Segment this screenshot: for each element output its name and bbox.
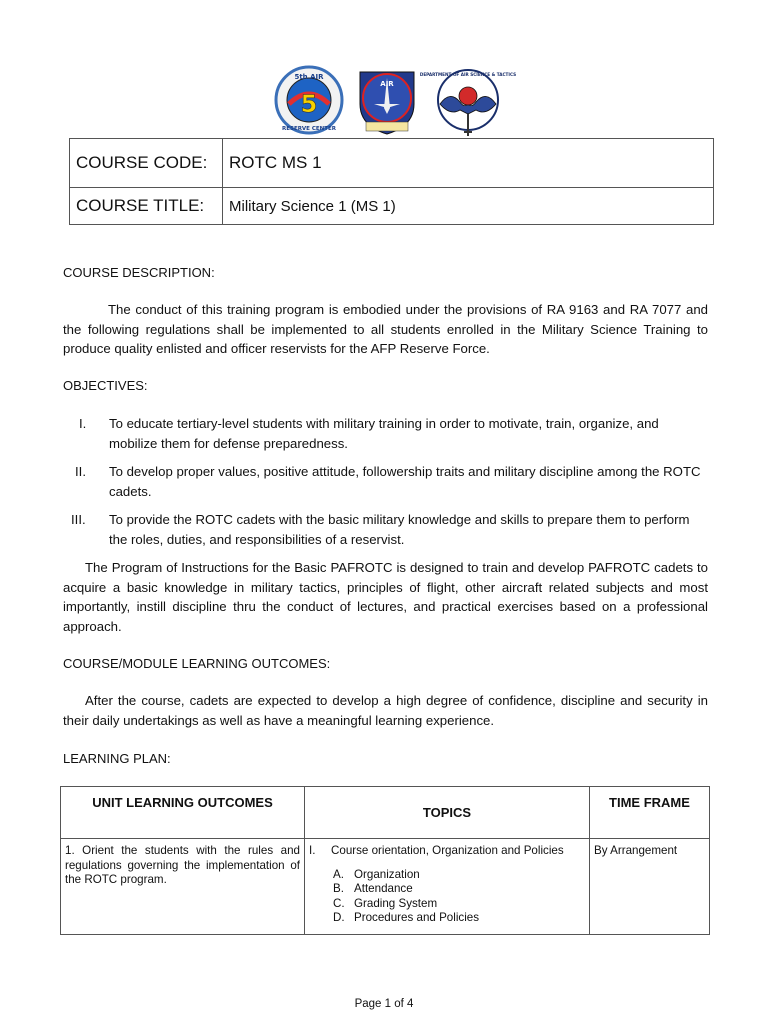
program-description-text: The Program of Instructions for the Basic PAFROTC is designed to train and develop PAFROTC cadets to acquire a basic knowledge in military tactics, principles of flight, other aircraft related subjects and most importantly, instill discipline thru the conduct of lectures, and practical exercises based on a professional approach. bbox=[63, 560, 708, 634]
header-topics: TOPICS bbox=[305, 787, 590, 839]
table-header-row bbox=[61, 787, 710, 839]
svg-text:5: 5 bbox=[300, 90, 318, 118]
course-info-table bbox=[69, 138, 714, 225]
objective-number: I. bbox=[79, 416, 87, 431]
unit-outcome-cell: 1. Orient the students with the rules and regulations governing the implementation of the ROTC program. bbox=[61, 839, 305, 935]
air-reserve-center-logo bbox=[274, 64, 344, 136]
course-code-label: COURSE CODE: bbox=[70, 139, 223, 188]
objective-number: III. bbox=[71, 512, 86, 527]
course-code-row bbox=[70, 139, 714, 188]
list-item: B. Attendance bbox=[333, 882, 413, 895]
air-reserve-command-logo bbox=[352, 64, 422, 136]
topic-main bbox=[309, 844, 585, 859]
air-science-tactics-logo bbox=[419, 64, 517, 140]
header-unit-learning-outcomes: UNIT LEARNING OUTCOMES bbox=[61, 787, 305, 839]
list-item: A. Organization bbox=[333, 867, 420, 881]
course-title-label: COURSE TITLE: bbox=[70, 188, 223, 225]
course-title-value: Military Science 1 (MS 1) bbox=[223, 188, 714, 225]
learning-plan-table bbox=[60, 786, 710, 935]
svg-text:AIR: AIR bbox=[380, 80, 394, 88]
logo-strip bbox=[270, 64, 517, 140]
course-description-text: The conduct of this training program is embodied under the provisions of RA 9163 and RA 7077 and the following regulations shall be implemented to all students enrolled in the Military Science Training to produce quality enlisted and officer reservists for the AFP Reserve Force. bbox=[63, 302, 708, 356]
svg-text:RESERVE CENTER: RESERVE CENTER bbox=[281, 126, 337, 132]
topic-title: Course orientation, Organization and Policies bbox=[331, 844, 564, 857]
course-description-heading: COURSE DESCRIPTION: bbox=[63, 265, 215, 280]
page-number: Page 1 of 4 bbox=[354, 998, 414, 1010]
topic-number: I. bbox=[309, 844, 316, 857]
learning-outcomes-text: After the course, cadets are expected to develop a high degree of confidence, discipline and security in their daily undertakings as well as have a meaningful learning experience. bbox=[63, 693, 708, 728]
time-frame-cell: By Arrangement bbox=[590, 839, 710, 935]
objectives-heading: OBJECTIVES: bbox=[63, 378, 148, 393]
learning-outcomes-heading: COURSE/MODULE LEARNING OUTCOMES: bbox=[63, 656, 331, 671]
course-title-row bbox=[70, 188, 714, 225]
list-item: C. Grading System bbox=[333, 896, 438, 910]
table-row bbox=[61, 839, 710, 935]
svg-text:5th AIR: 5th AIR bbox=[294, 73, 324, 81]
list-item: D. Procedures and Policies bbox=[333, 911, 480, 924]
objective-number: II. bbox=[75, 464, 86, 479]
objective-text: To develop proper values, positive attitude, followership traits and military discipline among the ROTC cadets. bbox=[109, 464, 701, 499]
objective-text: To provide the ROTC cadets with the basic military knowledge and skills to prepare them to perform the roles, duties, and responsibilities of a reservist. bbox=[109, 512, 690, 547]
topics-cell bbox=[305, 839, 590, 935]
subtopic-list bbox=[333, 868, 585, 926]
objective-text: To educate tertiary-level students with military training in order to motivate, train, organize, and mobilize them for defense preparedness. bbox=[109, 416, 659, 451]
course-code-value: ROTC MS 1 bbox=[223, 139, 714, 188]
header-time-frame: TIME FRAME bbox=[590, 787, 710, 839]
svg-text:DEPARTMENT OF AIR SCIENCE & TA: DEPARTMENT OF AIR SCIENCE & TACTICS bbox=[419, 72, 517, 77]
learning-plan-heading: LEARNING PLAN: bbox=[63, 751, 171, 766]
